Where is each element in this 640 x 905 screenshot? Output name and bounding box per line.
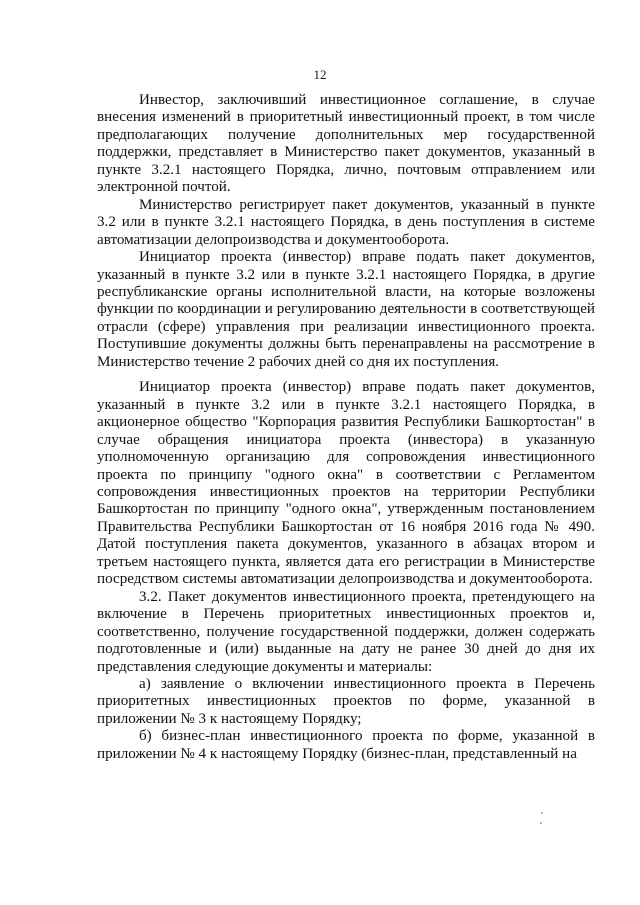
paragraph-ministry-registration: Министерство регистрирует пакет документов, указанный в пункте 3.2 или в пункте 3.2.1 настоящего Порядка, в день поступления в системе автоматизации делопроизводства и документооборота. [97, 196, 595, 248]
scan-speck [541, 812, 543, 814]
document-body [97, 92, 595, 763]
list-item-a-application: а) заявление о включении инвестиционного проекта в Перечень приоритетных инвестиционных проектов по форме, указанной в приложении № 3 к настоящему Порядку; [97, 675, 595, 727]
paragraph-3-2-documents-package: 3.2. Пакет документов инвестиционного проекта, претендующего на включение в Перечень приоритетных инвестиционных проектов и, соответственно, получение государственной поддержки, должен содержать подготовленные и (или) выданные на дату не ранее 30 дней до дня их представления следующие документы и материалы: [97, 588, 595, 675]
paragraph-other-authorities: Инициатор проекта (инвестор) вправе подать пакет документов, указанный в пункте 3.2 или в пункте 3.2.1 настоящего Порядка, в другие республиканские органы исполнительной власти, на которые возложены функции по координации и регулированию деятельности в соответствующей отрасли (сфере) управления при реализации инвестиционного проекта. Поступившие документы должны быть перенаправлены на рассмотрение в Министерство течение 2 рабочих дней со дня их поступления. [97, 249, 595, 370]
scan-speck [540, 822, 542, 824]
paragraph-development-corporation: Инициатор проекта (инвестор) вправе подать пакет документов, указанный в пункте 3.2 или в пункте 3.2.1 настоящего Порядка, в акционерное общество "Корпорация развития Республики Башкортостан" в случае обращения инициатора проекта (инвестора) в указанную уполномоченную организацию для сопровождения инвестиционного проекта по принципу "одного окна" в соответствии с Регламентом сопровождения инвестиционных проектов на территории Республики Башкортостан по принципу "одного окна", утвержденным постановлением Правительства Республики Башкортостан от 16 ноября 2016 года № 490. Датой поступления пакета документов, указанного в абзацах втором и третьем настоящего пункта, является дата его регистрации в Министерстве посредством системы автоматизации делопроизводства и документооборота. [97, 379, 595, 588]
list-item-b-business-plan: б) бизнес-план инвестиционного проекта по форме, указанной в приложении № 4 к настоящему Порядку (бизнес-план, представленный на [97, 728, 595, 762]
page-number: 12 [313, 67, 327, 82]
paragraph-investor-changes: Инвестор, заключивший инвестиционное соглашение, в случае внесения изменений в приоритетный инвестиционный проект, в том числе предполагающих получение дополнительных мер государственной поддержки, представляет в Министерство пакет документов, указанный в пункте 3.2.1 настоящего Порядка, лично, почтовым отправлением или электронной почтой. [97, 92, 595, 196]
